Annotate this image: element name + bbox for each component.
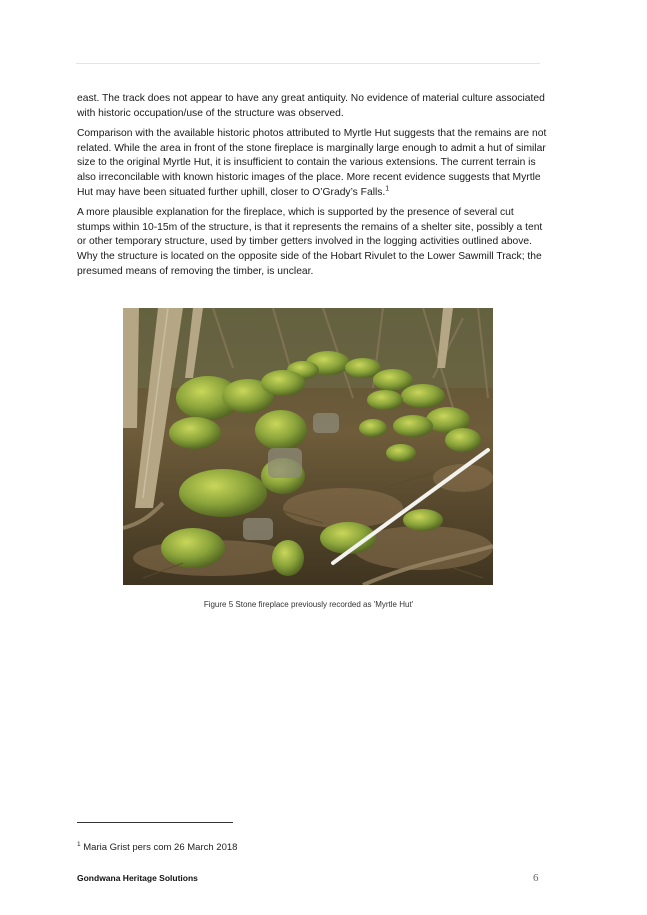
footnote-text: Maria Grist pers com 26 March 2018 (80, 842, 238, 853)
footer-organization: Gondwana Heritage Solutions (77, 873, 198, 883)
figure-caption: Figure 5 Stone fireplace previously recorded as 'Myrtle Hut' (203, 600, 414, 609)
paragraph-2: Comparison with the available historic photos attributed to Myrtle Hut suggests that the remains are not related. While the area in front of the stone fireplace is marginally large enough to admit a hut of similar size to the original Myrtle Hut, it is insufficient to contain the various extensions. The current terrain is also irreconcilable with known historic images of the place. More recent evidence suggests that Myrtle Hut may have been situated further uphill, closer to O’Grady’s Falls.$^1$ (77, 128, 547, 198)
paragraph-1: east. The track does not appear to have any great antiquity. No evidence of material culture associated with historic occupation/use of the structure was observed. (77, 93, 545, 119)
footnote (77, 842, 237, 853)
page-number: 6 (533, 872, 539, 884)
stone-fireplace-photo (123, 308, 493, 585)
footnote-reference[interactable]: 1 (385, 185, 390, 193)
paragraph-3: A more plausible explanation for the fireplace, which is supported by the presence of several cut stumps within 10-15m of the structure, is that it represents the remains of a shelter site, possibly a tent or other temporary structure, used by timber getters involved in the logging activities outlined above. Why the structure is located on the opposite side of the Hobart Rivulet to the Lower Sawmill Track; the presumed means of removing the timber, is unclear. (77, 207, 543, 277)
figure-photo (123, 308, 493, 585)
body-text (77, 92, 547, 285)
header-rule (76, 63, 540, 64)
footnote-marker: 1 (77, 840, 81, 848)
footnote-separator (77, 822, 233, 823)
